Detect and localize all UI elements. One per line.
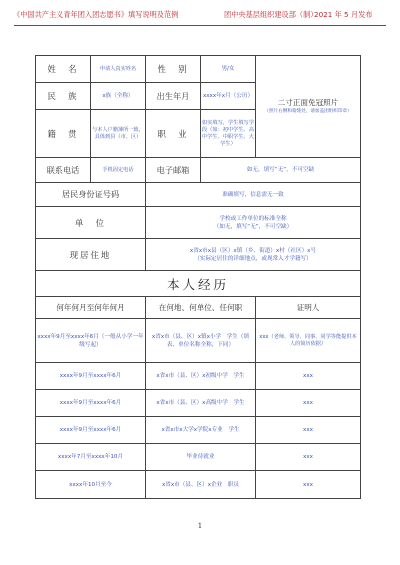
header — [0, 8, 400, 22]
resume-place: x省x市x大学x学院x专业 学生 — [146, 417, 256, 444]
resume-period: xxxx年9月至xxxx年6月 — [36, 390, 146, 417]
table-row — [36, 471, 361, 499]
resume-col-period: 何年何月至何年何月 — [36, 297, 146, 319]
resume-place: x省x市（县、区）x高级中学 学生 — [146, 390, 256, 417]
birth-value: xxxx年x月（公历） — [201, 83, 256, 110]
resume-place: x省x市（县、区）x初级中学 学生 — [146, 363, 256, 390]
phone-label: 联系电话 — [36, 158, 91, 183]
resume-witness: xxx — [256, 417, 361, 444]
header-title: 《中国共产主义青年团入团志愿书》填写说明及范例 — [13, 10, 179, 19]
resume-place: x省x市（县、区）x企业 职员 — [146, 471, 256, 499]
page-number: 1 — [197, 522, 203, 530]
id-value: 准确填写，信息需无一致 — [146, 183, 361, 207]
resume-witness: xxx（老师、领导、同事、同学等能提供本人的简历依据） — [256, 319, 361, 363]
occupation-value: 如实填写，学生填写学段（如：初中学生、高中学生、中职学生、大学生） — [201, 110, 256, 158]
photo-note: （照片右侧和骑缝处，请加盖团组织印章） — [264, 109, 352, 115]
resume-witness: xxx — [256, 471, 361, 499]
resume-title: 本人经历 — [36, 271, 361, 297]
birth-label: 出生年月 — [146, 83, 201, 110]
table-row — [36, 363, 361, 390]
address-value-line-2: （实际定居住的详细地点，或现常入才学籍写） — [194, 255, 312, 262]
resume-period: xxxx年9月至xxxx年6月 — [36, 417, 146, 444]
table-row — [36, 390, 361, 417]
resume-witness: xxx — [256, 390, 361, 417]
header-date: 2021 年 5 月发布 — [314, 10, 373, 19]
address-label: 现居住地 — [36, 239, 146, 271]
resume-witness: xxx — [256, 444, 361, 471]
unit-value — [146, 207, 361, 239]
resume-place: x省x市（县、区）x镇x小学 学生（填表、单位名称全称，下同） — [146, 319, 256, 363]
resume-period: xxxx年10月至今 — [36, 471, 146, 499]
address-value — [146, 239, 361, 271]
table-row — [36, 444, 361, 471]
id-label: 居民身份证号码 — [36, 183, 146, 207]
photo-title: 二寸正面免冠照片 — [277, 98, 339, 108]
resume-place: 毕业待就业 — [146, 444, 256, 471]
resume-period: xxxx年9月至xxxx年6月 — [36, 363, 146, 390]
name-value: 申请人真实姓名 — [91, 56, 146, 83]
occupation-label: 职 业 — [146, 110, 201, 158]
photo-box — [256, 56, 361, 158]
resume-period: xxxx年7月至xxxx年10月 — [36, 444, 146, 471]
unit-value-line-2: （如无，填写“无”，不可空缺） — [213, 223, 293, 230]
email-value: 如无，填写“无”，不可空缺 — [201, 158, 361, 183]
origin-value: 与本人户籍簿所一致，具体到县（市、区） — [91, 110, 146, 158]
address-value-line-1: x省x市x县（区）x镇（乡、街道）x村（社区）x号 — [189, 247, 317, 254]
origin-label: 籍 贯 — [36, 110, 91, 158]
email-label: 电子邮箱 — [146, 158, 201, 183]
ethnicity-label: 民 族 — [36, 83, 91, 110]
unit-label: 单 位 — [36, 207, 146, 239]
table-row — [36, 319, 361, 363]
resume-period: xxxx年9月至xxxx年6月（一般从小学一年级写起） — [36, 319, 146, 363]
name-label: 姓 名 — [36, 56, 91, 83]
header-org: 团中央基层组织建设部（制） — [224, 10, 318, 19]
resume-col-witness: 证明人 — [256, 297, 361, 319]
gender-value: 男/女 — [201, 56, 256, 83]
table-row — [36, 417, 361, 444]
resume-col-place: 在何地、何单位、任何职 — [146, 297, 256, 319]
phone-value: 手机固定电话 — [91, 158, 146, 183]
resume-witness: xxx — [256, 363, 361, 390]
gender-label: 性 别 — [146, 56, 201, 83]
header-divider — [14, 25, 386, 26]
unit-value-line-1: 学校或工作单位的标准全称 — [219, 215, 287, 222]
ethnicity-value: x族（全称） — [91, 83, 146, 110]
application-form — [35, 55, 361, 499]
